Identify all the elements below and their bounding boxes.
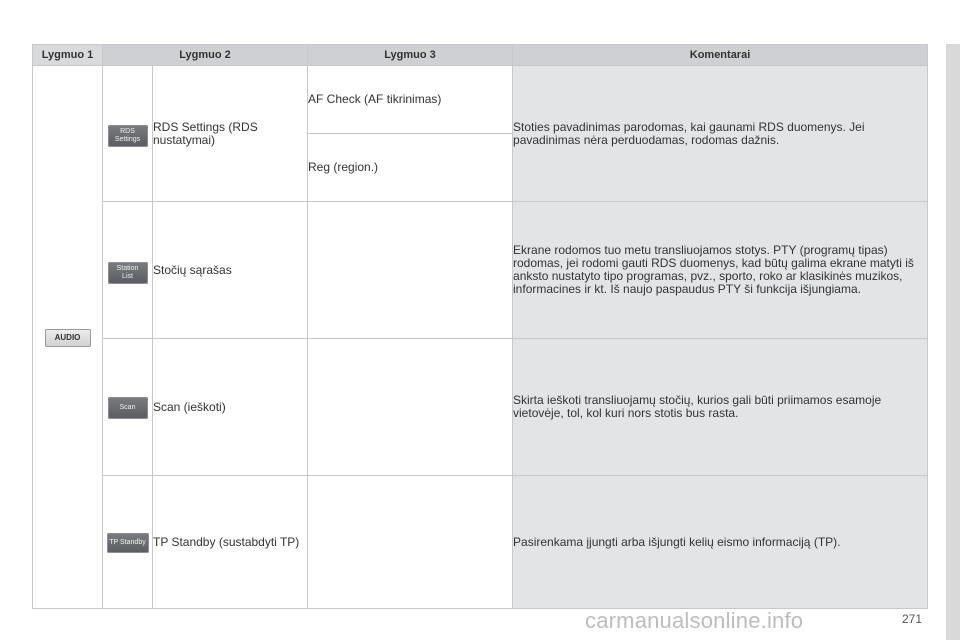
level2-icon-cell [103, 476, 153, 609]
comment-rds-settings: Stoties pavadinimas parodomas, kai gaunami RDS duomenys. Jei pavadinimas nėra perduodamas, rodomas dažnis. [513, 66, 928, 202]
level3-reg-region: Reg (region.) [308, 134, 513, 202]
audio-button-icon: AUDIO [45, 329, 91, 347]
watermark: carmanualsonline.info [585, 608, 804, 633]
page-edge-strip [946, 44, 960, 640]
header-level2: Lygmuo 2 [103, 45, 308, 66]
level3-empty [308, 202, 513, 339]
tp-standby-icon: TP Standby [107, 533, 149, 553]
rds-settings-icon: RDS Settings [108, 125, 148, 147]
level2-tp-standby: TP Standby (sustabdyti TP) [153, 476, 308, 609]
scan-icon: Scan [108, 397, 148, 419]
comment-tp-standby: Pasirenkama įjungti arba išjungti kelių eismo informaciją (TP). [513, 476, 928, 609]
menu-levels-table [32, 44, 928, 609]
level3-af-check: AF Check (AF tikrinimas) [308, 66, 513, 134]
page-number: 271 [902, 612, 923, 626]
level2-station-list: Stočių sąrašas [153, 202, 308, 339]
table-row [33, 339, 928, 476]
level1-cell [33, 66, 103, 609]
comment-scan: Skirta ieškoti transliuojamų stočių, kurios gali būti priimamos esamoje vietovėje, tol, kol kuri nors stotis bus rasta. [513, 339, 928, 476]
header-comments: Komentarai [513, 45, 928, 66]
header-level1: Lygmuo 1 [33, 45, 103, 66]
level2-icon-cell [103, 339, 153, 476]
table-header-row [33, 45, 928, 66]
level3-empty [308, 339, 513, 476]
table-row [33, 66, 928, 134]
level3-empty [308, 476, 513, 609]
level2-icon-cell [103, 66, 153, 202]
level2-rds-settings: RDS Settings (RDS nustatymai) [153, 66, 308, 202]
table-row [33, 476, 928, 609]
table-row [33, 202, 928, 339]
header-level3: Lygmuo 3 [308, 45, 513, 66]
station-list-icon: Station List [108, 262, 148, 284]
comment-station-list: Ekrane rodomos tuo metu transliuojamos stotys. PTY (programų tipas) rodomas, jei rodomi gauti RDS duomenys, kad būtų galima ekrane matyti iš anksto nustatyto tipo programas, pvz., sporto, roko ar klasikinės muzikos, informacines ir kt. Iš naujo paspaudus PTY ši funkcija išjungiama. [513, 202, 928, 339]
level2-icon-cell [103, 202, 153, 339]
level2-scan: Scan (ieškoti) [153, 339, 308, 476]
